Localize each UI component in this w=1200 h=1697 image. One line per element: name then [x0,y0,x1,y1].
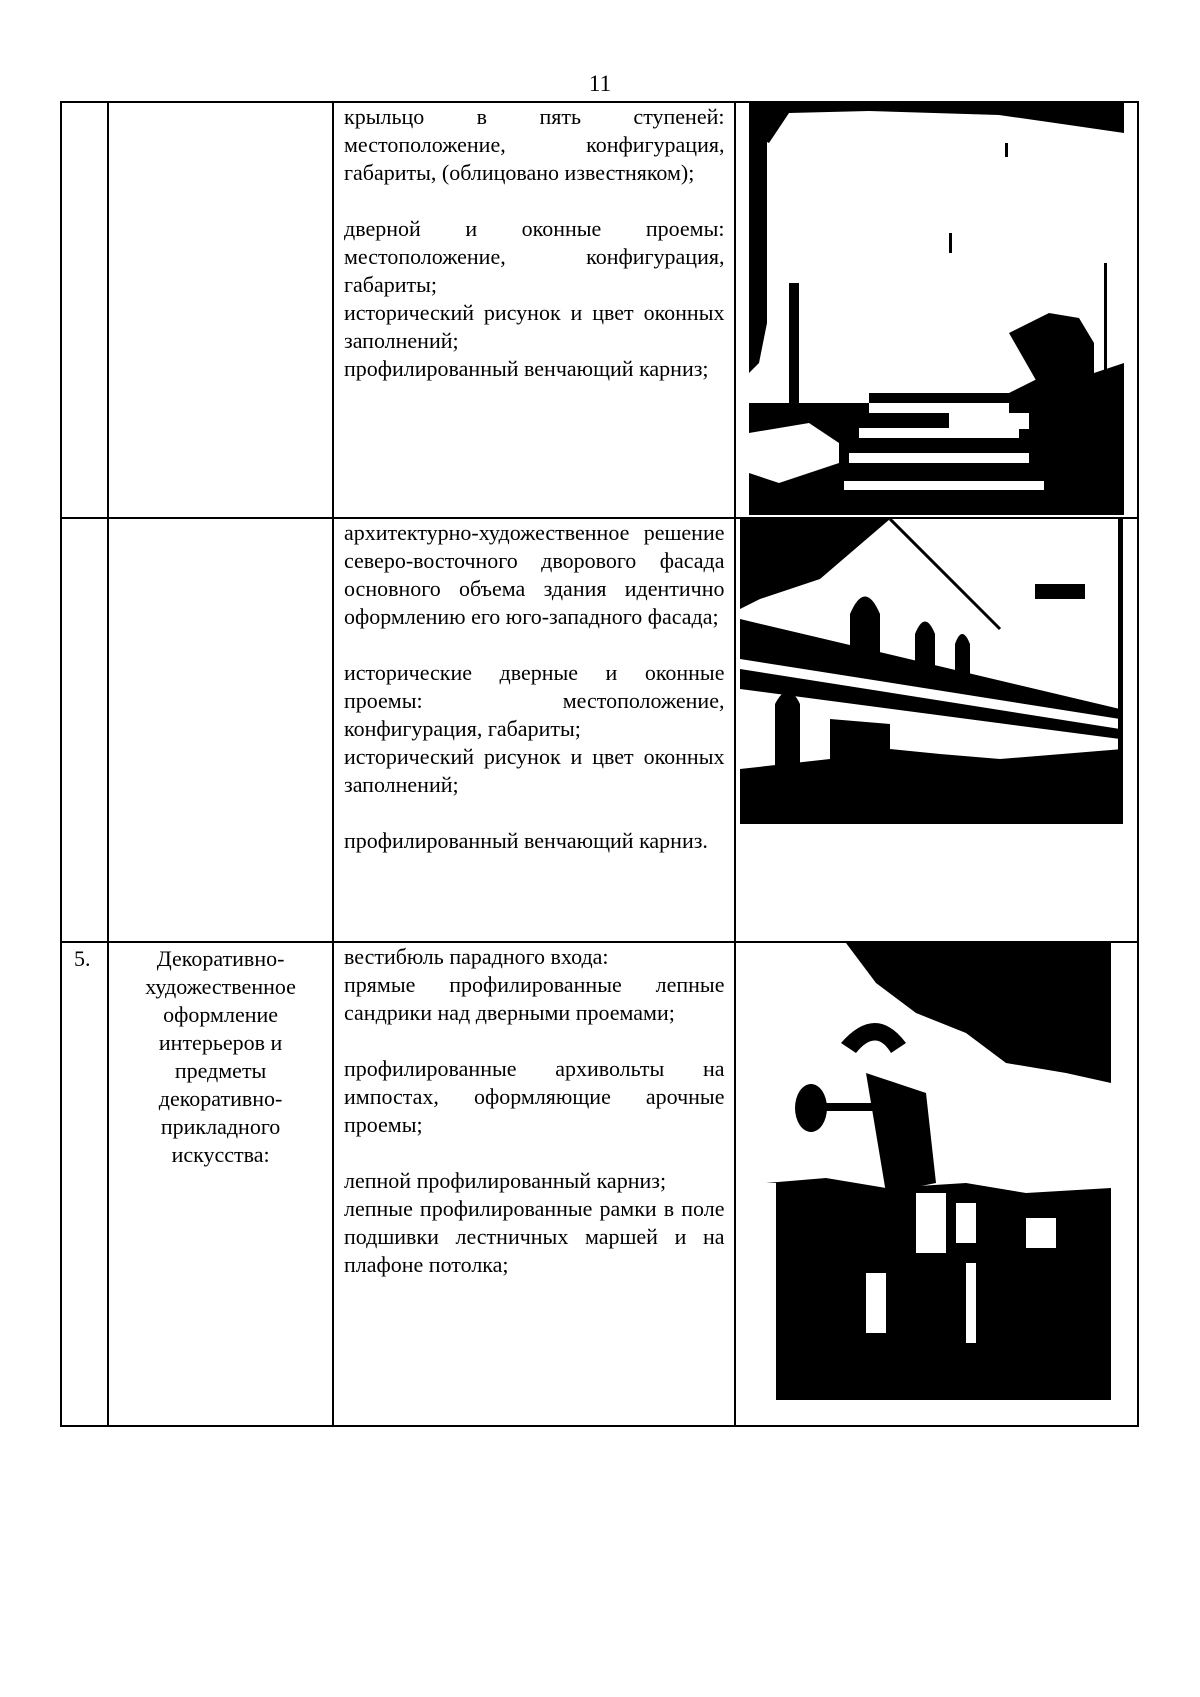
row-photo-cell [735,518,1138,942]
table-row [61,942,1138,1426]
description-paragraph: профилированный венчающий карниз; [344,356,709,381]
row-number: 5. [61,942,108,1426]
table-row [61,518,1138,942]
description-paragraph: исторический рисунок и цвет оконных заполнений; [344,300,725,353]
vestibule-interior-photo [766,943,1111,1400]
description-paragraph: профилированные архивольты на импостах, оформляющие арочные проемы; [344,1056,725,1137]
row-title: Декоративно-художественное оформление интерьеров и предметы декоративно-прикладного искусства: [108,942,333,1426]
row-number [61,518,108,942]
description-paragraph: профилированный венчающий карниз. [344,828,708,853]
monument-features-table [60,101,1139,1427]
table-row [61,102,1138,518]
description-paragraph: лепной профилированный карниз; [344,1168,667,1193]
row-photo-cell [735,942,1138,1426]
row-photo-cell [735,102,1138,518]
row-title [108,518,333,942]
description-paragraph: вестибюль парадного входа: [344,944,609,969]
description-paragraph: исторический рисунок и цвет оконных заполнений; [344,744,725,797]
description-paragraph: архитектурно-художественное решение северо-восточного дворового фасада основного объема здания идентично оформлению его юго-западного фасада; [344,520,725,629]
description-paragraph: прямые профилированные лепные сандрики над дверными проемами; [344,972,725,1025]
porch-steps-photo [749,103,1124,515]
description-paragraph: лепные профилированные рамки в поле подшивки лестничных маршей и на плафоне потолка; [344,1196,725,1277]
row-number [61,102,108,518]
row-title [108,102,333,518]
page-number: 11 [588,71,612,96]
row-description [333,518,735,942]
description-paragraph: дверной и оконные проемы: местоположение, конфигурация, габариты; [344,216,725,297]
row-description [333,942,735,1426]
courtyard-facade-photo [740,519,1123,824]
row-description [333,102,735,518]
description-paragraph: исторические дверные и оконные проемы: местоположение, конфигурация, габариты; [344,660,725,741]
description-paragraph: крыльцо в пять ступеней: местоположение, конфигурация, габариты, (облицовано известняком); [344,104,725,185]
